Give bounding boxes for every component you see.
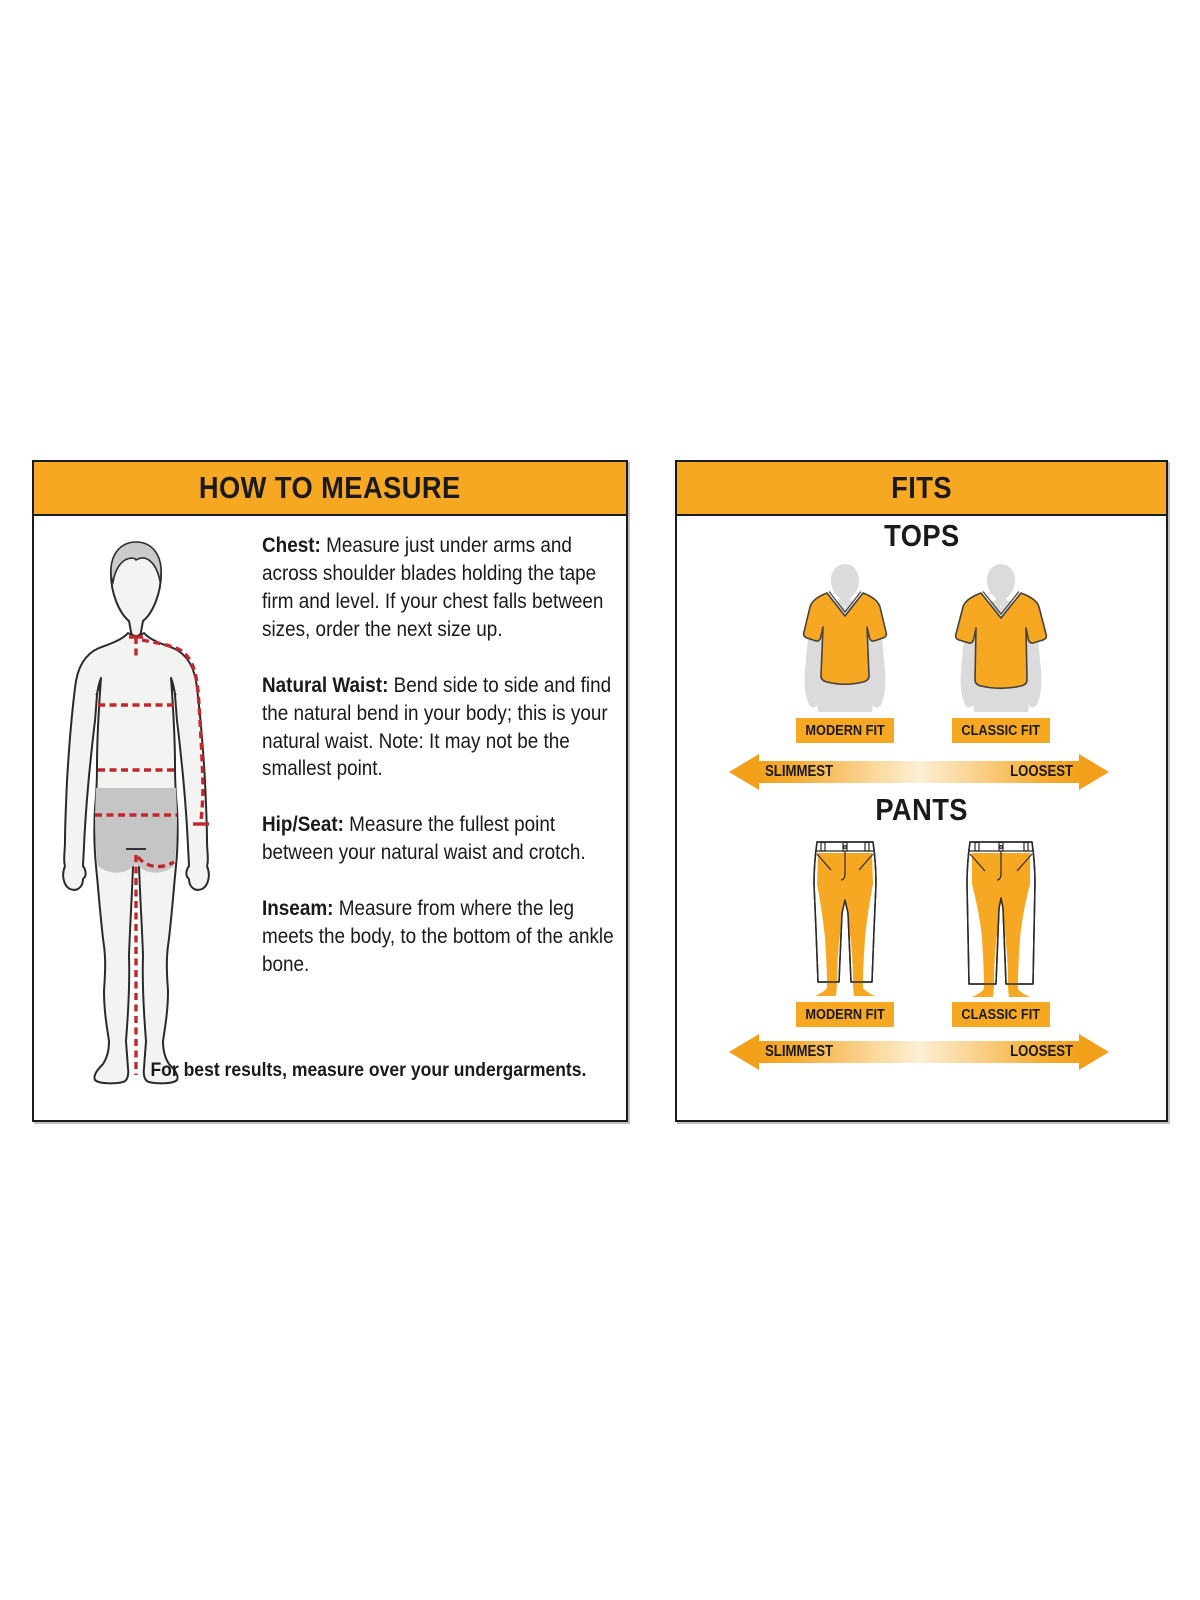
pants-scale-loosest: LOOSEST bbox=[1010, 1043, 1073, 1060]
pants-heading: PANTS bbox=[875, 792, 968, 827]
instruction-hip-seat-text: Measure the fullest point between your natural waist and crotch. bbox=[262, 813, 586, 865]
tops-scale-loosest: LOOSEST bbox=[1010, 763, 1073, 780]
fits-title: FITS bbox=[891, 470, 952, 505]
silhouette-head bbox=[987, 564, 1015, 606]
fits-header bbox=[677, 462, 1166, 516]
instruction-inseam-label: Inseam: bbox=[262, 897, 334, 921]
instruction-natural-waist-label: Natural Waist: bbox=[262, 673, 389, 697]
pants-modern-fit-illustration bbox=[795, 838, 895, 998]
pants-classic-fit-label: CLASSIC FIT bbox=[952, 1002, 1050, 1027]
how-to-measure-panel bbox=[32, 460, 628, 1122]
male-measure-figure-illustration bbox=[56, 536, 272, 1088]
how-to-measure-header bbox=[34, 462, 626, 516]
measure-instructions bbox=[262, 532, 615, 1007]
measure-footnote: For best results, measure over your undergarments. bbox=[150, 1059, 586, 1081]
instruction-hip-seat-label: Hip/Seat: bbox=[262, 813, 344, 837]
instruction-natural-waist-text: Bend side to side and find the natural bend in your body; this is your natural waist. Note: It may not be the smallest point. bbox=[262, 673, 612, 781]
tops-modern-fit-label: MODERN FIT bbox=[796, 718, 894, 743]
tops-fit-scale-arrow bbox=[729, 752, 1109, 792]
instruction-inseam bbox=[262, 895, 615, 979]
tshirt-classic-fit-illustration bbox=[939, 562, 1063, 712]
instruction-inseam-text: Measure from where the leg meets the body, to the bottom of the ankle bone. bbox=[262, 897, 614, 977]
tops-heading: TOPS bbox=[883, 518, 960, 553]
instruction-chest bbox=[262, 532, 615, 644]
pants-fit-scale-arrow bbox=[729, 1032, 1109, 1072]
pants-modern-fit-label: MODERN FIT bbox=[796, 1002, 894, 1027]
instruction-hip-seat bbox=[262, 811, 615, 867]
instruction-natural-waist bbox=[262, 672, 615, 784]
instruction-chest-text: Measure just under arms and across shoulder blades holding the tape firm and level. If your chest falls between sizes, order the next size up. bbox=[262, 534, 604, 641]
tshirt-modern-fit-illustration bbox=[783, 562, 907, 712]
pants-classic-fit-illustration bbox=[951, 838, 1051, 998]
tops-classic-fit-label: CLASSIC FIT bbox=[952, 718, 1050, 743]
pants-scale-slimmest: SLIMMEST bbox=[765, 1043, 834, 1060]
tops-scale-slimmest: SLIMMEST bbox=[765, 763, 834, 780]
fits-panel bbox=[675, 460, 1168, 1122]
how-to-measure-title: HOW TO MEASURE bbox=[199, 470, 461, 505]
instruction-chest-label: Chest: bbox=[262, 534, 321, 557]
